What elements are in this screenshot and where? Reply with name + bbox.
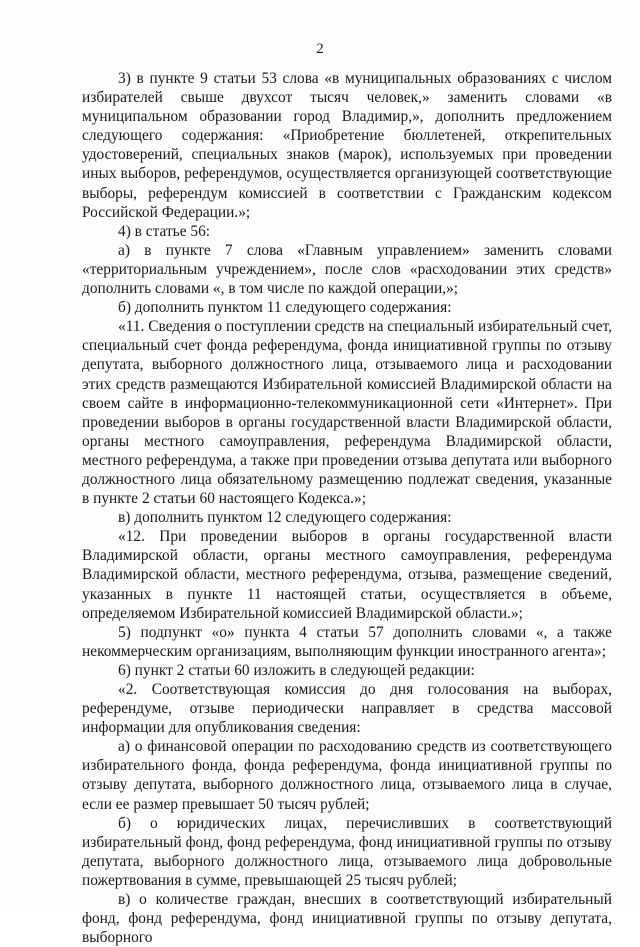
paragraph-subitem-4v: в) дополнить пунктом 12 следующего содержания: <box>118 509 452 527</box>
document-body <box>82 69 612 947</box>
paragraph-item-3: 3) в пункте 9 статьи 53 слова «в муниципальных образованиях с числом избирателей свыше двухсот тысяч человек,» заменить словами «в муниципальном образовании город Владимир,», дополнить предложением следующего содержания: «Приобретение бюллетеней, открепительных удостоверений, специальных знаков (марок), используемых при проведении иных выборов, референдумов, осуществляется организующей соответствующие выборы, референдум комиссией в соответствии с Гражданским кодексом Российской Федерации.»; <box>82 70 612 221</box>
quoted-clause-2: «2. Соответствующая комиссия до дня голосования на выборах, референдуме, отзыве периодически направляет в средства массовой информации для опубликования сведения: <box>82 681 612 737</box>
quoted-subitem-a: а) о финансовой операции по расходованию средств из соответствующего избирательного фонда, фонда референдума, фонда инициативной группы по отзыву депутата, выборного должностного лица, отзываемого лица в случае, если ее размер превышает 50 тысяч рублей; <box>82 738 612 813</box>
paragraph-item-5: 5) подпункт «о» пункта 4 статьи 57 дополнить словами «, а также некоммерческим организациям, выполняющим функции иностранного агента»; <box>82 623 612 660</box>
quoted-clause-12: «12. При проведении выборов в органы государственной власти Владимирской области, органы местного самоуправления, референдума Владимирской области, местного референдума, отзыва, размещение сведений, указанных в пункте 11 настоящей статьи, осуществляется в объеме, определяемом Избирательной комиссией Владимирской области.»; <box>82 528 612 622</box>
paragraph-subitem-4b: б) дополнить пунктом 11 следующего содержания: <box>118 299 452 317</box>
paragraph-item-6: 6) пункт 2 статьи 60 изложить в следующей редакции: <box>118 661 475 679</box>
paragraph-item-4: 4) в статье 56: <box>118 222 211 240</box>
paragraph-subitem-4a: а) в пункте 7 слова «Главным управлением» заменить словами «территориальным учреждением», после слов «расходовании этих средств» дополнить словами «, в том числе по каждой операции,»; <box>82 241 612 298</box>
quoted-subitem-v: в) о количестве граждан, внесших в соответствующий избирательный фонд, фонд референдума, фонд инициативной группы по отзыву депутата, выборного <box>82 891 612 947</box>
page-number: 2 <box>316 41 324 57</box>
quoted-subitem-b: б) о юридических лицах, перечисливших в соответствующий избирательный фонд, фонд референдума, фонд инициативной группы по отзыву депутата, выборного должностного лица, отзываемого лица добровольные пожертвования в сумме, превышающей 25 тысяч рублей; <box>82 814 612 889</box>
quoted-clause-11: «11. Сведения о поступлении средств на специальный избирательный счет, специальный счет фонда референдума, фонда инициативной группы по отзыву депутата, выборного должностного лица, отзываемого лица и расходовании этих средств размещаются Избирательной комиссией Владимирской области на своем сайте в информационно-телекоммуникационной сети «Интернет». При проведении выборов в органы государственной власти Владимирской области, органы местного самоуправления, референдума Владимирской области, местного референдума, а также при проведении отзыва депутата или выборного должностного лица обязательному размещению подлежат сведения, указанные в пункте 2 статьи 60 настоящего Кодекса.»; <box>82 318 612 508</box>
